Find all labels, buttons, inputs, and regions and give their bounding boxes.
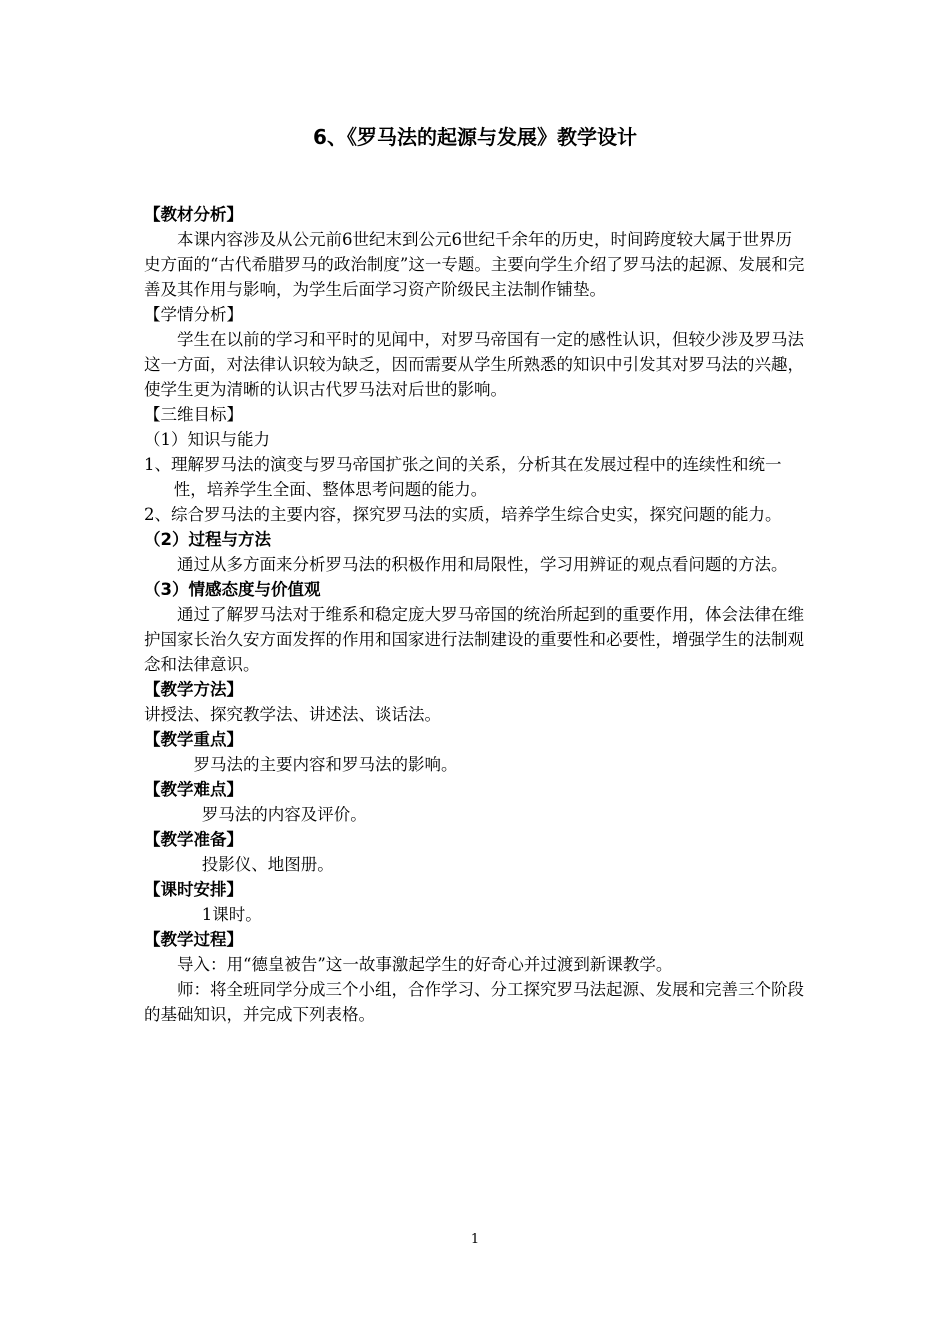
section-heading-goals: 【三维目标】 bbox=[144, 405, 243, 424]
paragraph-analysis: 本课内容涉及从公元前6世纪末到公元6世纪千余年的历史，时间跨度较大属于世界历史方面的“古代希腊罗马的政治制度”这一专题。主要向学生介绍了罗马法的起源、发展和完善及其作用与影响，为学生后面学习资产阶级民主法制作铺垫。 bbox=[144, 230, 805, 299]
paragraph-goal2: 通过从多方面来分析罗马法的积极作用和局限性，学习用辨证的观点看问题的方法。 bbox=[177, 555, 788, 574]
section-heading-key: 【教学重点】 bbox=[144, 730, 243, 749]
paragraph-process-intro: 导入：用“德皇被告”这一故事激起学生的好奇心并过渡到新课教学。 bbox=[177, 955, 673, 974]
goal3-heading: （3）情感态度与价值观 bbox=[144, 580, 321, 599]
section-heading-difficulty: 【教学难点】 bbox=[144, 780, 243, 799]
document-body bbox=[144, 202, 808, 1027]
paragraph-preparation: 投影仪、地图册。 bbox=[201, 855, 334, 874]
goal1-heading: （1）知识与能力 bbox=[144, 430, 270, 449]
paragraph-difficulty: 罗马法的内容及评价。 bbox=[201, 805, 367, 824]
paragraph-goal3: 通过了解罗马法对于维系和稳定庞大罗马帝国的统治所起到的重要作用，体会法律在维护国家长治久安方面发挥的作用和国家进行法制建设的重要性和必要性，增强学生的法制观念和法律意识。 bbox=[144, 605, 804, 674]
page-number: 1 bbox=[470, 1232, 480, 1247]
goal2-heading: （2）过程与方法 bbox=[144, 530, 271, 549]
page-title: 6、《罗马法的起源与发展》教学设计 bbox=[313, 125, 637, 149]
section-heading-student: 【学情分析】 bbox=[144, 305, 243, 324]
paragraph-key: 罗马法的主要内容和罗马法的影响。 bbox=[193, 755, 458, 774]
goal1-item-2: 2、综合罗马法的主要内容，探究罗马法的实质，培养学生综合史实，探究问题的能力。 bbox=[144, 505, 782, 524]
paragraph-time: 1课时。 bbox=[201, 905, 262, 924]
goal1-item-1: 1、理解罗马法的演变与罗马帝国扩张之间的关系，分析其在发展过程中的连续性和统一性，培养学生全面、整体思考问题的能力。 bbox=[144, 455, 782, 499]
section-heading-analysis: 【教材分析】 bbox=[144, 205, 243, 224]
section-heading-process: 【教学过程】 bbox=[144, 930, 243, 949]
paragraph-process-teacher: 师：将全班同学分成三个小组，合作学习、分工探究罗马法起源、发展和完善三个阶段的基础知识，并完成下列表格。 bbox=[144, 980, 804, 1024]
section-heading-preparation: 【教学准备】 bbox=[144, 830, 243, 849]
section-heading-time: 【课时安排】 bbox=[144, 880, 243, 899]
section-heading-method: 【教学方法】 bbox=[144, 680, 243, 699]
paragraph-student: 学生在以前的学习和平时的见闻中，对罗马帝国有一定的感性认识，但较少涉及罗马法这一方面，对法律认识较为缺乏，因而需要从学生所熟悉的知识中引发其对罗马法的兴趣，使学生更为清晰的认识古代罗马法对后世的影响。 bbox=[144, 330, 804, 399]
paragraph-method: 讲授法、探究教学法、讲述法、谈话法。 bbox=[144, 705, 441, 724]
